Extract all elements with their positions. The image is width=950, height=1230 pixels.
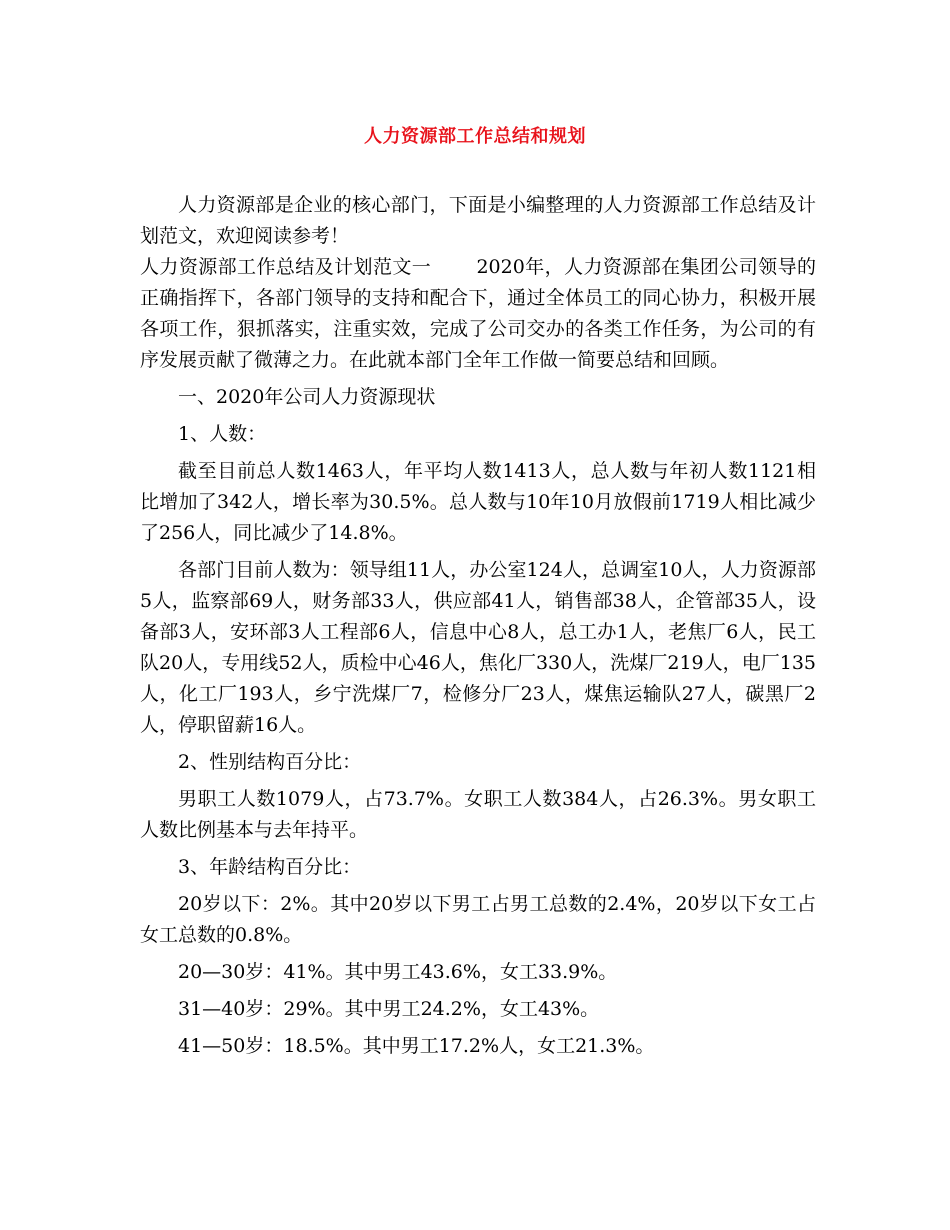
section-heading-1: 一、2020年公司人力资源现状 <box>178 386 436 408</box>
document-title: 人力资源部工作总结和规划 <box>364 126 586 147</box>
gender-paragraph: 男职工人数1079人，占73.7%。女职工人数384人，占26.3%。男女职工人数比例基本与去年持平。 <box>140 788 816 841</box>
age-41-50-paragraph: 41—50岁：18.5%。其中男工17.2%人，女工21.3%。 <box>178 1035 655 1057</box>
age-under-20-paragraph: 20岁以下：2%。其中20岁以下男工占男工总数的2.4%，20岁以下女工占女工总数的0.8%。 <box>140 893 816 946</box>
plan-intro-paragraph: 人力资源部工作总结及计划范文一 2020年，人力资源部在集团公司领导的正确指挥下，各部门领导的支持和配合下，通过全体员工的同心协力，积极开展各项工作，狠抓落实，注重实效，完成了公司交办的各类工作任务，为公司的有序发展贡献了微薄之力。在此就本部门全年工作做一简要总结和回顾。 <box>140 256 816 371</box>
subheading-age: 3、年龄结构百分比： <box>178 856 362 878</box>
document-body <box>140 190 816 1062</box>
age-20-30-paragraph: 20—30岁：41%。其中男工43.6%，女工33.9%。 <box>178 961 618 983</box>
headcount-paragraph: 截至目前总人数1463人，年平均人数1413人，总人数与年初人数1121相比增加了342人，增长率为30.5%。总人数与10年10月放假前1719人相比减少了256人，同比减少了14.8%。 <box>140 460 816 544</box>
intro-paragraph: 人力资源部是企业的核心部门，下面是小编整理的人力资源部工作总结及计划范文，欢迎阅读参考！ <box>140 194 816 247</box>
subheading-gender: 2、性别结构百分比： <box>178 751 362 773</box>
department-headcount-paragraph: 各部门目前人数为：领导组11人，办公室124人，总调室10人，人力资源部5人，监察部69人，财务部33人，供应部41人，销售部38人，企管部35人，设备部3人，安环部3人工程部6人，信息中心8人，总工办1人，老焦厂6人，民工队20人，专用线52人，质检中心46人，焦化厂330人，洗煤厂219人，电厂135人，化工厂193人，乡宁洗煤厂7，检修分厂23人，煤焦运输队27人，碳黑厂2人，停职留薪16人。 <box>140 559 816 736</box>
subheading-headcount: 1、人数： <box>178 423 267 445</box>
age-31-40-paragraph: 31—40岁：29%。其中男工24.2%，女工43%。 <box>178 998 600 1020</box>
